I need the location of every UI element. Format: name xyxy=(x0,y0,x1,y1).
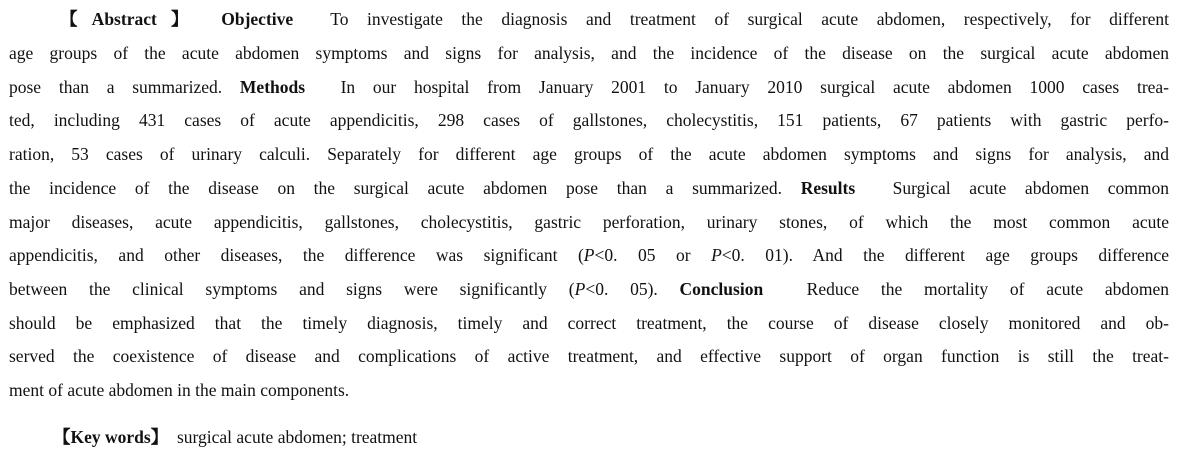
abstract-line-6 xyxy=(9,173,1169,203)
keywords-label: 【Key words】 xyxy=(53,427,169,447)
results-text: <0. 05 or xyxy=(594,245,691,265)
objective-label: Objective xyxy=(221,9,294,29)
conclusion-text: should be emphasized that the timely diagnosis, timely and correct treatment, the course of disease closely monitored and ob- xyxy=(9,313,1169,333)
keywords-line xyxy=(53,422,417,452)
abstract-line-7 xyxy=(9,207,1169,237)
objective-text: pose than a summarized. xyxy=(9,77,223,97)
abstract-line-4 xyxy=(9,105,1169,135)
methods-text: In our hospital from January 2001 to January 2010 surgical acute abdomen 1000 cases trea- xyxy=(340,77,1170,97)
abstract-line-8 xyxy=(9,240,1169,270)
results-text: <0. 01). And the different age groups difference xyxy=(721,245,1170,265)
conclusion-text: ment of acute abdomen in the main components. xyxy=(9,380,350,400)
results-text: between the clinical symptoms and signs were significantly ( xyxy=(9,279,575,299)
abstract-line-11 xyxy=(9,341,1169,371)
abstract-line-2 xyxy=(9,38,1169,68)
abstract-line-9 xyxy=(9,274,1169,304)
methods-text: the incidence of the disease on the surgical acute abdomen pose than a summarized. xyxy=(9,178,782,198)
methods-label: Methods xyxy=(239,77,306,97)
abstract-label: 【Abstract】 xyxy=(60,9,203,29)
conclusion-label: Conclusion xyxy=(679,279,764,299)
abstract-line-12 xyxy=(9,375,1169,405)
results-text: major diseases, acute appendicitis, gallstones, cholecystitis, gastric perforation, urinary stones, of which the most common acute xyxy=(9,212,1169,232)
p-value-symbol: P xyxy=(583,245,595,265)
abstract-line-3 xyxy=(9,72,1169,102)
results-label: Results xyxy=(800,178,856,198)
methods-text: ration, 53 cases of urinary calculi. Separately for different age groups of the acute abdomen symptoms and signs for analysis, and xyxy=(9,144,1169,164)
conclusion-text: served the coexistence of disease and complications of active treatment, and effective support of organ function is still the treat- xyxy=(9,346,1169,366)
abstract-line-1 xyxy=(60,4,1169,34)
abstract-line-10 xyxy=(9,308,1169,338)
results-text: <0. 05). xyxy=(585,279,658,299)
objective-text: To investigate the diagnosis and treatment of surgical acute abdomen, respectively, for different xyxy=(330,9,1170,29)
p-value-symbol: P xyxy=(711,245,722,265)
methods-text: ted, including 431 cases of acute appendicitis, 298 cases of gallstones, cholecystitis, 151 patients, 67 patients with gastric perfo- xyxy=(9,110,1169,130)
objective-text: age groups of the acute abdomen symptoms and signs for analysis, and the incidence of the disease on the surgical acute abdomen xyxy=(9,43,1169,63)
p-value-symbol: P xyxy=(574,279,586,299)
abstract-line-5 xyxy=(9,139,1169,169)
results-text: appendicitis, and other diseases, the difference was significant ( xyxy=(9,245,584,265)
conclusion-text: Reduce the mortality of acute abdomen xyxy=(806,279,1170,299)
keywords-text: surgical acute abdomen; treatment xyxy=(176,427,418,447)
results-text: Surgical acute abdomen common xyxy=(892,178,1170,198)
